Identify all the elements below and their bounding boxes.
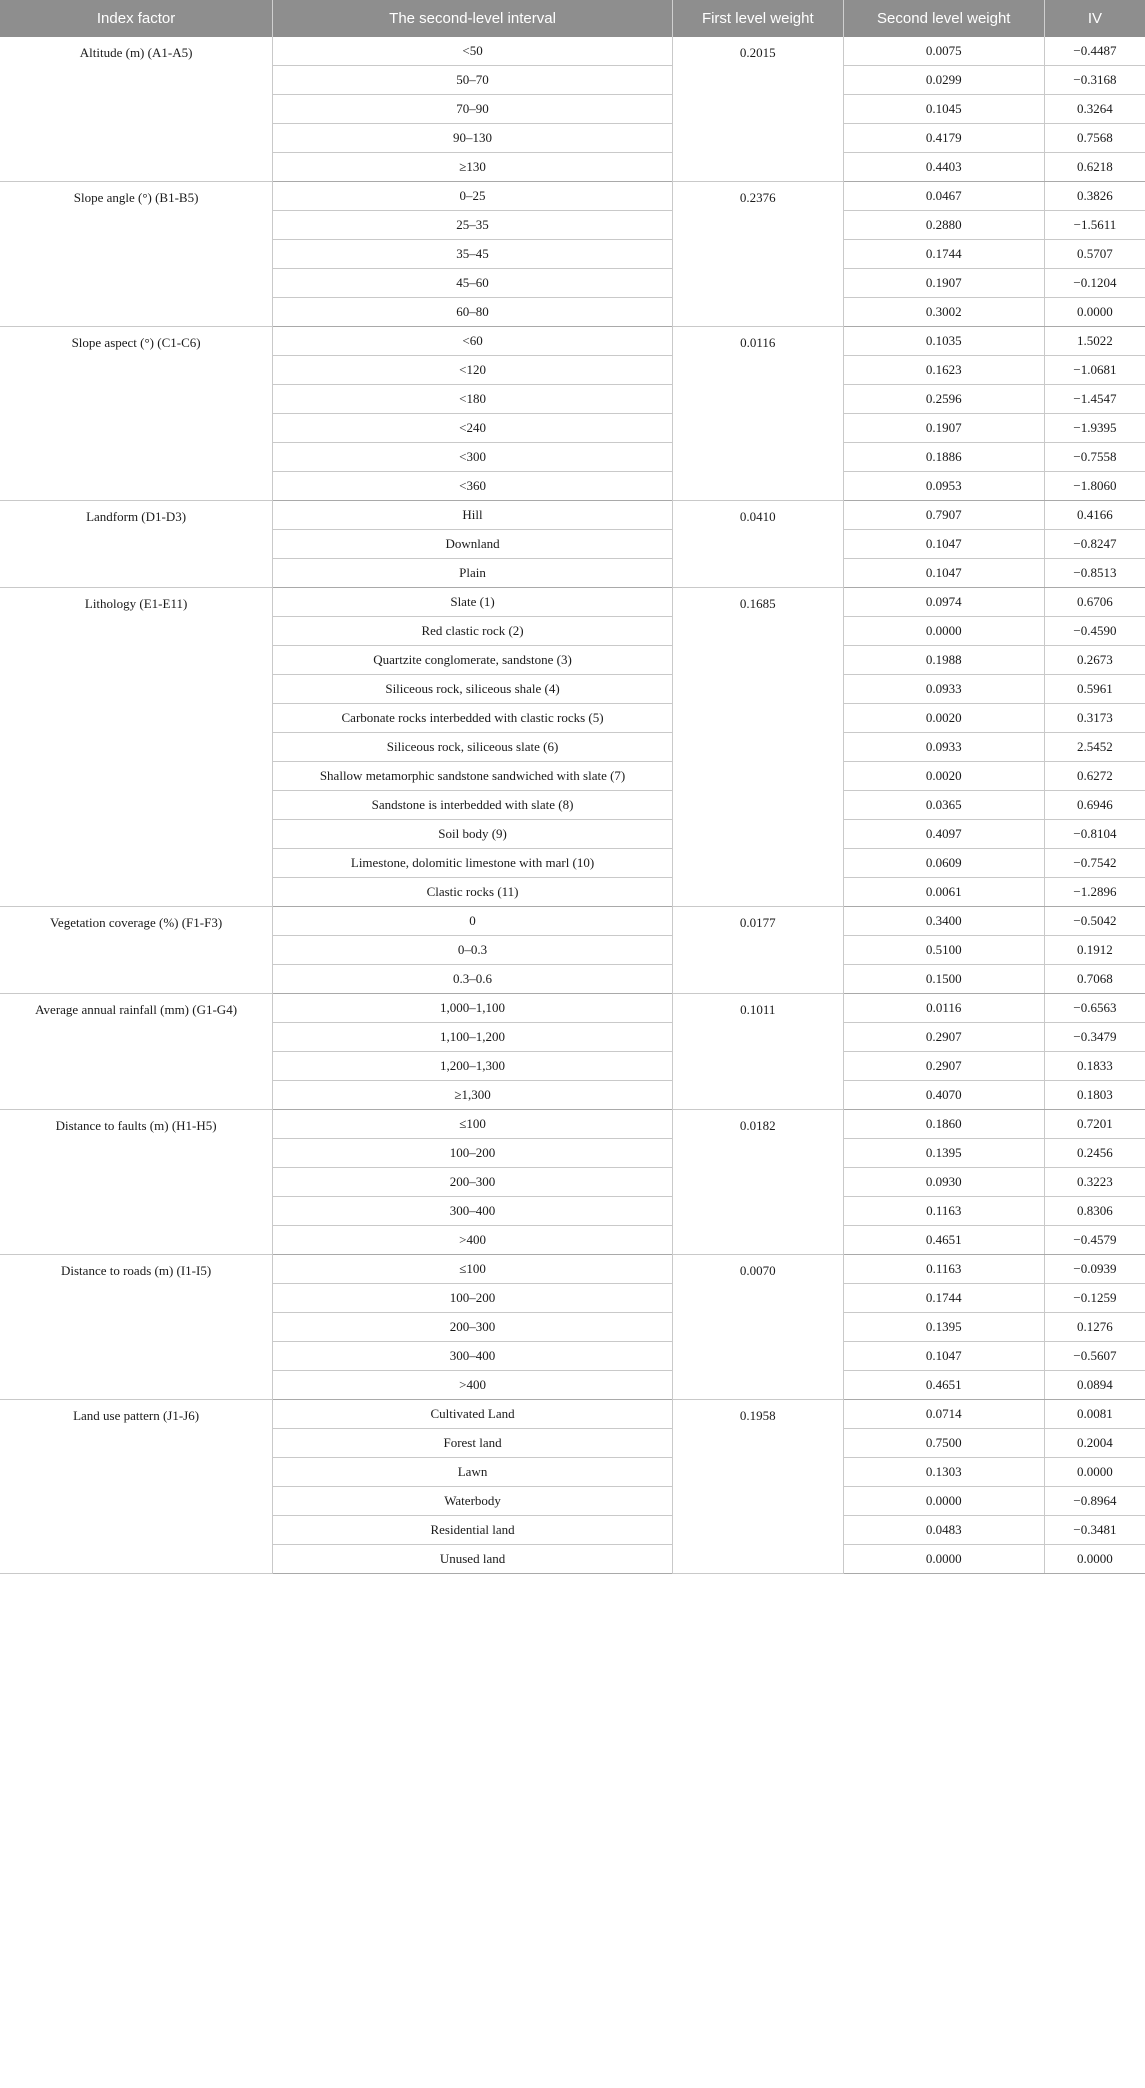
second-level-weight-cell: 0.7907	[843, 501, 1044, 530]
second-level-weight-cell: 0.0061	[843, 878, 1044, 907]
iv-cell: 0.6218	[1044, 153, 1145, 182]
iv-cell: 0.1276	[1044, 1313, 1145, 1342]
first-level-weight-cell: 0.1011	[672, 994, 843, 1110]
iv-cell: 0.5961	[1044, 675, 1145, 704]
table-row	[0, 327, 1145, 356]
index-factor-cell: Landform (D1-D3)	[0, 501, 273, 588]
second-level-interval-cell: 300–400	[273, 1342, 673, 1371]
first-level-weight-cell: 0.0070	[672, 1255, 843, 1400]
header-index-factor: Index factor	[0, 0, 273, 37]
second-level-weight-cell: 0.0075	[843, 37, 1044, 66]
first-level-weight-cell: 0.0182	[672, 1110, 843, 1255]
iv-cell: 0.3223	[1044, 1168, 1145, 1197]
iv-cell: −0.3168	[1044, 66, 1145, 95]
second-level-weight-cell: 0.1047	[843, 559, 1044, 588]
iv-cell: −0.5607	[1044, 1342, 1145, 1371]
second-level-weight-cell: 0.0020	[843, 762, 1044, 791]
index-factor-cell: Land use pattern (J1-J6)	[0, 1400, 273, 1574]
iv-cell: −0.3479	[1044, 1023, 1145, 1052]
iv-cell: −0.5042	[1044, 907, 1145, 936]
iv-cell: −0.1204	[1044, 269, 1145, 298]
iv-cell: 1.5022	[1044, 327, 1145, 356]
second-level-weight-cell: 0.1744	[843, 240, 1044, 269]
header-second-level-interval: The second-level interval	[273, 0, 673, 37]
iv-cell: 0.7201	[1044, 1110, 1145, 1139]
second-level-weight-cell: 0.0020	[843, 704, 1044, 733]
second-level-interval-cell: 100–200	[273, 1284, 673, 1313]
second-level-interval-cell: ≥1,300	[273, 1081, 673, 1110]
index-factor-cell: Distance to faults (m) (H1-H5)	[0, 1110, 273, 1255]
second-level-weight-cell: 0.1623	[843, 356, 1044, 385]
second-level-weight-cell: 0.4651	[843, 1226, 1044, 1255]
iv-cell: −0.3481	[1044, 1516, 1145, 1545]
second-level-weight-cell: 0.0930	[843, 1168, 1044, 1197]
iv-cell: −1.0681	[1044, 356, 1145, 385]
second-level-interval-cell: 25–35	[273, 211, 673, 240]
second-level-interval-cell: <360	[273, 472, 673, 501]
second-level-weight-cell: 0.1988	[843, 646, 1044, 675]
iv-cell: −1.4547	[1044, 385, 1145, 414]
second-level-interval-cell: 1,200–1,300	[273, 1052, 673, 1081]
table-header	[0, 0, 1145, 37]
first-level-weight-cell: 0.1685	[672, 588, 843, 907]
index-factor-cell: Altitude (m) (A1-A5)	[0, 37, 273, 182]
second-level-interval-cell: <120	[273, 356, 673, 385]
first-level-weight-cell: 0.0410	[672, 501, 843, 588]
second-level-interval-cell: Shallow metamorphic sandstone sandwiched with slate (7)	[273, 762, 673, 791]
second-level-interval-cell: Slate (1)	[273, 588, 673, 617]
second-level-interval-cell: Quartzite conglomerate, sandstone (3)	[273, 646, 673, 675]
second-level-interval-cell: 300–400	[273, 1197, 673, 1226]
second-level-interval-cell: 0.3–0.6	[273, 965, 673, 994]
second-level-weight-cell: 0.1047	[843, 1342, 1044, 1371]
iv-cell: −0.6563	[1044, 994, 1145, 1023]
iv-cell: 0.2456	[1044, 1139, 1145, 1168]
second-level-weight-cell: 0.0974	[843, 588, 1044, 617]
iv-cell: −0.8104	[1044, 820, 1145, 849]
second-level-weight-cell: 0.0467	[843, 182, 1044, 211]
second-level-weight-cell: 0.2596	[843, 385, 1044, 414]
second-level-weight-cell: 0.1035	[843, 327, 1044, 356]
iv-cell: 0.3826	[1044, 182, 1145, 211]
first-level-weight-cell: 0.2376	[672, 182, 843, 327]
second-level-weight-cell: 0.1500	[843, 965, 1044, 994]
second-level-interval-cell: <180	[273, 385, 673, 414]
second-level-weight-cell: 0.1045	[843, 95, 1044, 124]
iv-cell: −0.8247	[1044, 530, 1145, 559]
second-level-interval-cell: 70–90	[273, 95, 673, 124]
iv-cell: 0.2673	[1044, 646, 1145, 675]
table-row	[0, 501, 1145, 530]
iv-cell: −0.8513	[1044, 559, 1145, 588]
iv-cell: 0.1803	[1044, 1081, 1145, 1110]
second-level-weight-cell: 0.0299	[843, 66, 1044, 95]
iv-cell: 0.7068	[1044, 965, 1145, 994]
second-level-weight-cell: 0.2880	[843, 211, 1044, 240]
iv-cell: 0.3173	[1044, 704, 1145, 733]
iv-cell: 0.0081	[1044, 1400, 1145, 1429]
second-level-weight-cell: 0.4097	[843, 820, 1044, 849]
second-level-interval-cell: Lawn	[273, 1458, 673, 1487]
second-level-interval-cell: 200–300	[273, 1168, 673, 1197]
second-level-weight-cell: 0.4070	[843, 1081, 1044, 1110]
second-level-interval-cell: Residential land	[273, 1516, 673, 1545]
second-level-interval-cell: Siliceous rock, siliceous shale (4)	[273, 675, 673, 704]
second-level-weight-cell: 0.1303	[843, 1458, 1044, 1487]
table-body	[0, 37, 1145, 1574]
iv-cell: 0.1912	[1044, 936, 1145, 965]
second-level-interval-cell: Red clastic rock (2)	[273, 617, 673, 646]
table-row	[0, 1400, 1145, 1429]
first-level-weight-cell: 0.1958	[672, 1400, 843, 1574]
iv-cell: −0.4579	[1044, 1226, 1145, 1255]
second-level-weight-cell: 0.4651	[843, 1371, 1044, 1400]
iv-cell: 0.5707	[1044, 240, 1145, 269]
second-level-interval-cell: Sandstone is interbedded with slate (8)	[273, 791, 673, 820]
table-row	[0, 994, 1145, 1023]
second-level-weight-cell: 0.0365	[843, 791, 1044, 820]
second-level-weight-cell: 0.1907	[843, 269, 1044, 298]
index-factor-cell: Slope aspect (°) (C1-C6)	[0, 327, 273, 501]
table-row	[0, 588, 1145, 617]
second-level-interval-cell: 0	[273, 907, 673, 936]
iv-cell: 0.7568	[1044, 124, 1145, 153]
iv-cell: 0.6706	[1044, 588, 1145, 617]
second-level-interval-cell: 90–130	[273, 124, 673, 153]
iv-cell: −1.9395	[1044, 414, 1145, 443]
second-level-interval-cell: 100–200	[273, 1139, 673, 1168]
second-level-weight-cell: 0.1395	[843, 1313, 1044, 1342]
header-second-level-weight: Second level weight	[843, 0, 1044, 37]
second-level-weight-cell: 0.0116	[843, 994, 1044, 1023]
iv-cell: 0.0000	[1044, 1458, 1145, 1487]
iv-cell: 2.5452	[1044, 733, 1145, 762]
second-level-interval-cell: 1,100–1,200	[273, 1023, 673, 1052]
index-factor-cell: Slope angle (°) (B1-B5)	[0, 182, 273, 327]
second-level-weight-cell: 0.4403	[843, 153, 1044, 182]
second-level-weight-cell: 0.3400	[843, 907, 1044, 936]
second-level-interval-cell: <300	[273, 443, 673, 472]
second-level-weight-cell: 0.0609	[843, 849, 1044, 878]
second-level-weight-cell: 0.0714	[843, 1400, 1044, 1429]
iv-cell: −1.2896	[1044, 878, 1145, 907]
second-level-interval-cell: ≤100	[273, 1110, 673, 1139]
second-level-interval-cell: <50	[273, 37, 673, 66]
table-row	[0, 182, 1145, 211]
iv-cell: 0.2004	[1044, 1429, 1145, 1458]
second-level-weight-cell: 0.7500	[843, 1429, 1044, 1458]
iv-cell: −0.7542	[1044, 849, 1145, 878]
second-level-interval-cell: 0–25	[273, 182, 673, 211]
iv-cell: −0.4590	[1044, 617, 1145, 646]
iv-cell: −0.0939	[1044, 1255, 1145, 1284]
second-level-interval-cell: Limestone, dolomitic limestone with marl (10)	[273, 849, 673, 878]
iv-cell: 0.3264	[1044, 95, 1145, 124]
second-level-interval-cell: 50–70	[273, 66, 673, 95]
index-factor-cell: Average annual rainfall (mm) (G1-G4)	[0, 994, 273, 1110]
second-level-weight-cell: 0.4179	[843, 124, 1044, 153]
iv-cell: −1.8060	[1044, 472, 1145, 501]
first-level-weight-cell: 0.0116	[672, 327, 843, 501]
index-factor-cell: Distance to roads (m) (I1-I5)	[0, 1255, 273, 1400]
second-level-interval-cell: ≤100	[273, 1255, 673, 1284]
second-level-interval-cell: Plain	[273, 559, 673, 588]
second-level-interval-cell: 0–0.3	[273, 936, 673, 965]
iv-cell: −1.5611	[1044, 211, 1145, 240]
second-level-interval-cell: Carbonate rocks interbedded with clastic rocks (5)	[273, 704, 673, 733]
second-level-interval-cell: 35–45	[273, 240, 673, 269]
second-level-interval-cell: <240	[273, 414, 673, 443]
second-level-interval-cell: Unused land	[273, 1545, 673, 1574]
second-level-weight-cell: 0.5100	[843, 936, 1044, 965]
second-level-interval-cell: >400	[273, 1226, 673, 1255]
iv-cell: −0.7558	[1044, 443, 1145, 472]
second-level-interval-cell: 60–80	[273, 298, 673, 327]
iv-cell: 0.0000	[1044, 1545, 1145, 1574]
iv-cell: 0.0000	[1044, 298, 1145, 327]
iv-cell: 0.4166	[1044, 501, 1145, 530]
iv-cell: 0.6272	[1044, 762, 1145, 791]
second-level-interval-cell: Siliceous rock, siliceous slate (6)	[273, 733, 673, 762]
table-row	[0, 1255, 1145, 1284]
second-level-interval-cell: ≥130	[273, 153, 673, 182]
first-level-weight-cell: 0.0177	[672, 907, 843, 994]
second-level-weight-cell: 0.1395	[843, 1139, 1044, 1168]
second-level-interval-cell: >400	[273, 1371, 673, 1400]
iv-cell: −0.1259	[1044, 1284, 1145, 1313]
second-level-interval-cell: Forest land	[273, 1429, 673, 1458]
second-level-interval-cell: Downland	[273, 530, 673, 559]
second-level-interval-cell: Hill	[273, 501, 673, 530]
second-level-interval-cell: Cultivated Land	[273, 1400, 673, 1429]
index-factor-cell: Vegetation coverage (%) (F1-F3)	[0, 907, 273, 994]
second-level-interval-cell: <60	[273, 327, 673, 356]
second-level-interval-cell: 45–60	[273, 269, 673, 298]
second-level-weight-cell: 0.1744	[843, 1284, 1044, 1313]
second-level-interval-cell: 1,000–1,100	[273, 994, 673, 1023]
second-level-weight-cell: 0.1907	[843, 414, 1044, 443]
second-level-interval-cell: Soil body (9)	[273, 820, 673, 849]
table-row	[0, 37, 1145, 66]
second-level-weight-cell: 0.2907	[843, 1052, 1044, 1081]
iv-cell: 0.8306	[1044, 1197, 1145, 1226]
second-level-weight-cell: 0.0000	[843, 1545, 1044, 1574]
second-level-weight-cell: 0.0000	[843, 1487, 1044, 1516]
table-row	[0, 907, 1145, 936]
header-iv: IV	[1044, 0, 1145, 37]
second-level-weight-cell: 0.1860	[843, 1110, 1044, 1139]
iv-cell: 0.1833	[1044, 1052, 1145, 1081]
first-level-weight-cell: 0.2015	[672, 37, 843, 182]
second-level-weight-cell: 0.2907	[843, 1023, 1044, 1052]
second-level-weight-cell: 0.3002	[843, 298, 1044, 327]
second-level-weight-cell: 0.0000	[843, 617, 1044, 646]
table-row	[0, 1110, 1145, 1139]
second-level-weight-cell: 0.1886	[843, 443, 1044, 472]
iv-cell: −0.4487	[1044, 37, 1145, 66]
second-level-weight-cell: 0.0933	[843, 733, 1044, 762]
second-level-interval-cell: 200–300	[273, 1313, 673, 1342]
iv-cell: −0.8964	[1044, 1487, 1145, 1516]
second-level-weight-cell: 0.0933	[843, 675, 1044, 704]
second-level-interval-cell: Waterbody	[273, 1487, 673, 1516]
iv-cell: 0.0894	[1044, 1371, 1145, 1400]
second-level-weight-cell: 0.0953	[843, 472, 1044, 501]
second-level-weight-cell: 0.1163	[843, 1255, 1044, 1284]
iv-cell: 0.6946	[1044, 791, 1145, 820]
second-level-interval-cell: Clastic rocks (11)	[273, 878, 673, 907]
header-first-level-weight: First level weight	[672, 0, 843, 37]
header-row	[0, 0, 1145, 37]
second-level-weight-cell: 0.0483	[843, 1516, 1044, 1545]
second-level-weight-cell: 0.1047	[843, 530, 1044, 559]
second-level-weight-cell: 0.1163	[843, 1197, 1044, 1226]
index-factor-cell: Lithology (E1-E11)	[0, 588, 273, 907]
